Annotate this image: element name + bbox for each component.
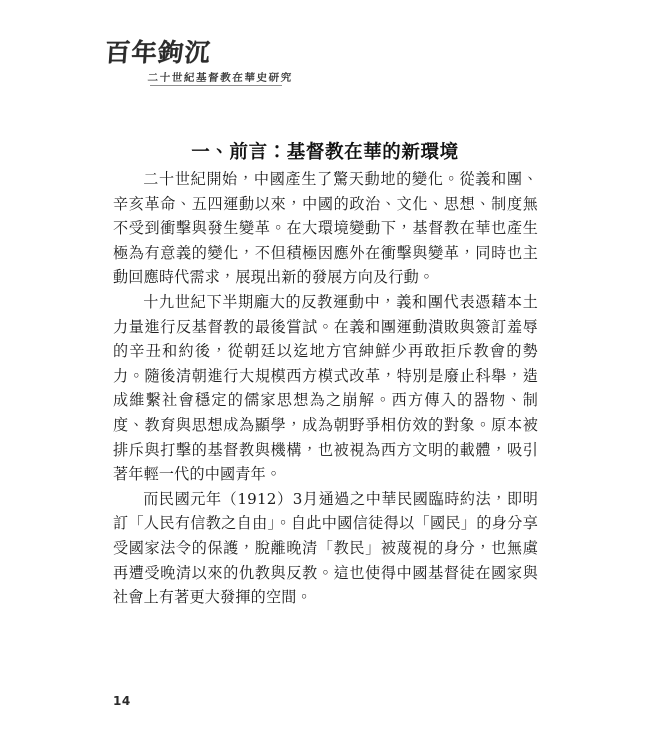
masthead-divider-rule (150, 85, 282, 86)
body-paragraph: 十九世紀下半期龐大的反教運動中，義和團代表憑藉本土力量進行反基督教的最後嘗試。在義和團運動潰敗與簽訂羞辱的辛丑和約後，從朝廷以迄地方官紳鮮少再敢拒斥教會的勢力。隨後清朝進行大規模西方模式改革，特別是廢止科舉，造成維繫社會穩定的儒家思想為之崩解。西方傳入的器物、制度、教育與思想成為顯學，成為朝野爭相仿效的對象。原本被排斥與打擊的基督教與機構，也被視為西方文明的載體，吸引著年輕一代的中國青年。 (113, 292, 538, 484)
section-heading: 一、前言：基督教在華的新環境 (191, 142, 459, 164)
masthead (104, 40, 444, 96)
body-paragraph: 二十世紀開始，中國產生了驚天動地的變化。從義和團、辛亥革命、五四運動以來，中國的政治、文化、思想、制度無不受到衝擊與發生變革。在大環境變動下，基督教在華也產生極為有意義的變化，不但積極因應外在衝擊與變革，同時也主動回應時代需求，展現出新的發展方向及行動。 (113, 170, 538, 287)
page-number: 14 (113, 694, 131, 708)
series-logo: 百年鉤沉 (103, 38, 212, 67)
body-text-block (113, 167, 538, 610)
body-paragraph: 而民國元年（1912）3月通過之中華民國臨時約法，即明訂「人民有信教之自由」。自此中國信徒得以「國民」的身分享受國家法令的保護，脫離晚清「教民」被蔑視的身分，也無虞再遭受晚清以來的仇教與反教。這也使得中國基督徒在國家與社會上有著更大發揮的空間。 (113, 489, 538, 607)
series-subtitle: 二十世紀基督教在華史研究 (147, 72, 294, 84)
